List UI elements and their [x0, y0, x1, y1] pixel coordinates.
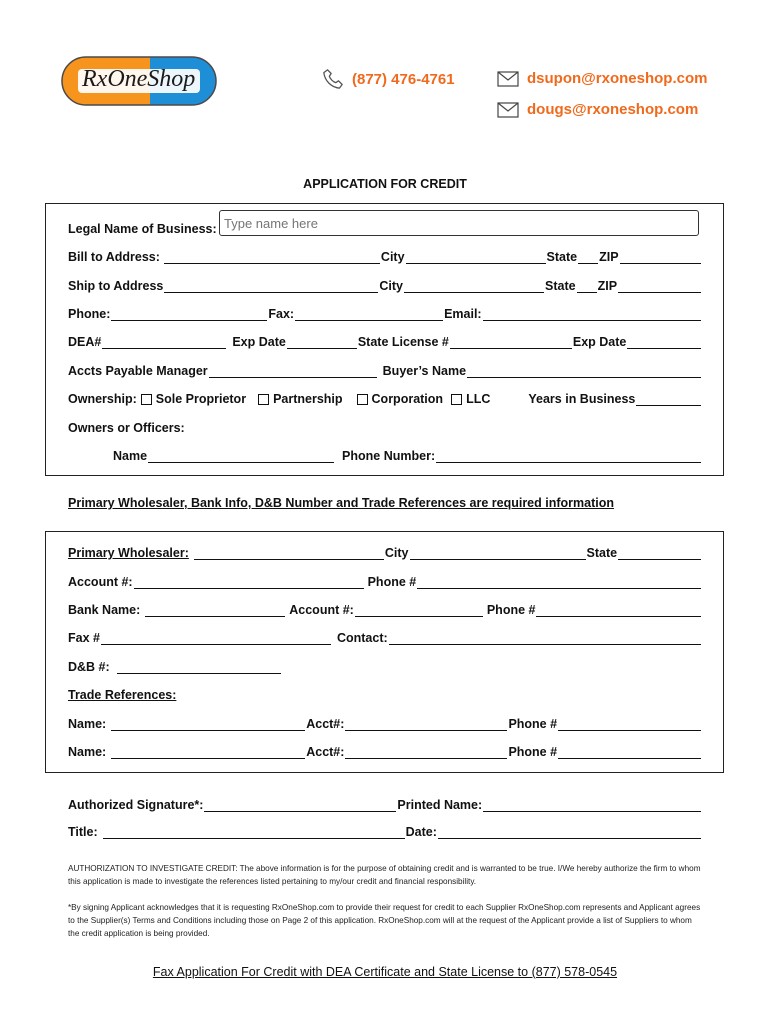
wholesaler-phone-label: Phone #: [367, 575, 417, 589]
ref1-phone-label: Phone #: [508, 717, 558, 731]
fax-instructions-footer: Fax Application For Credit with DEA Certificate and State License to (877) 578-0545: [152, 965, 618, 979]
bank-fax-row: [68, 631, 702, 645]
ref2-phone-field[interactable]: [558, 745, 701, 759]
accts-payable-label: Accts Payable Manager: [68, 364, 208, 378]
fax-label: Fax:: [268, 307, 295, 321]
logo-text: RxOneShop: [82, 66, 196, 92]
account-label: Account #:: [68, 575, 133, 589]
accounts-row: [68, 364, 702, 378]
legal-name-label: Legal Name of Business:: [68, 222, 217, 236]
fax-field[interactable]: [295, 307, 443, 321]
ref1-name-field[interactable]: [111, 717, 305, 731]
ship-zip-field[interactable]: [618, 279, 701, 293]
buyers-name-field[interactable]: [467, 364, 701, 378]
bank-phone-label: Phone #: [486, 603, 536, 617]
wholesaler-row: [68, 546, 702, 560]
license-exp-label: Exp Date: [572, 335, 627, 349]
ship-state-field[interactable]: [577, 279, 597, 293]
bank-account-field[interactable]: [355, 603, 483, 617]
trade-references-label: Trade References:: [68, 688, 177, 702]
date-label: Date:: [405, 825, 437, 839]
bill-zip-label: ZIP: [599, 250, 619, 264]
authorized-signature-field[interactable]: [204, 798, 396, 812]
ref2-phone-label: Phone #: [508, 745, 558, 759]
buyers-name-label: Buyer’s Name: [382, 364, 467, 378]
bill-zip-field[interactable]: [620, 250, 701, 264]
ref1-acct-field[interactable]: [345, 717, 507, 731]
owners-officers-label: Owners or Officers:: [68, 421, 185, 435]
dnb-label: D&B #:: [68, 660, 110, 674]
wholesaler-city-field[interactable]: [410, 546, 586, 560]
llc-label: LLC: [466, 392, 491, 406]
ref2-name-label: Name:: [68, 745, 107, 759]
wholesaler-field[interactable]: [194, 546, 384, 560]
primary-wholesaler-label: Primary Wholesaler:: [68, 546, 189, 560]
bank-fax-field[interactable]: [101, 631, 331, 645]
bank-contact-label: Contact:: [336, 631, 388, 645]
title-date-row: [68, 825, 702, 839]
years-in-business-field[interactable]: [636, 392, 701, 406]
bank-name-label: Bank Name:: [68, 603, 141, 617]
envelope-icon: [497, 71, 519, 87]
sole-proprietor-label: Sole Proprietor: [155, 392, 247, 406]
wholesaler-state-label: State: [586, 546, 618, 560]
bank-name-field[interactable]: [145, 603, 285, 617]
owner-name-field[interactable]: [148, 449, 334, 463]
bill-to-field[interactable]: [164, 250, 380, 264]
email-contact-2[interactable]: [497, 101, 698, 118]
required-info-note: Primary Wholesaler, Bank Info, D&B Number and Trade References are required information: [68, 496, 614, 510]
ownership-label: Ownership:: [68, 392, 137, 406]
years-in-business-label: Years in Business: [528, 392, 636, 406]
partnership-checkbox[interactable]: [258, 394, 269, 405]
owners-row: [68, 421, 702, 435]
bill-city-label: City: [380, 250, 405, 264]
authorization-disclaimer: AUTHORIZATION TO INVESTIGATE CREDIT: The above information is for the purpose of obtaining credit and is warranted to be true. I/We hereby authorize the firm to whom this application is made to investigate the references listed pertaining to my/our credit and financial responsibility.: [68, 864, 701, 886]
ref2-name-field[interactable]: [111, 745, 305, 759]
email-contact-1[interactable]: [497, 70, 707, 87]
trade-ref-1-row: [68, 717, 702, 731]
phone-label: Phone:: [68, 307, 111, 321]
phone-field[interactable]: [111, 307, 267, 321]
corporation-label: Corporation: [371, 392, 444, 406]
wholesaler-city-label: City: [384, 546, 409, 560]
signature-row: [68, 798, 702, 812]
wholesaler-account-row: [68, 575, 702, 589]
bill-to-row: [68, 250, 702, 264]
trade-references-row: [68, 688, 702, 702]
trade-ref-2-row: [68, 745, 702, 759]
bank-row: [68, 603, 702, 617]
ref1-phone-field[interactable]: [558, 717, 701, 731]
bank-contact-field[interactable]: [389, 631, 701, 645]
printed-name-field[interactable]: [483, 798, 701, 812]
ship-to-field[interactable]: [164, 279, 378, 293]
phone-fax-email-row: [68, 307, 702, 321]
form-title: APPLICATION FOR CREDIT: [303, 177, 467, 191]
ship-to-label: Ship to Address: [68, 279, 164, 293]
license-exp-field[interactable]: [627, 335, 701, 349]
phone-icon: [322, 68, 344, 90]
wholesaler-state-field[interactable]: [618, 546, 701, 560]
bill-state-label: State: [546, 250, 578, 264]
ownership-row: [68, 392, 702, 406]
bill-state-field[interactable]: [578, 250, 598, 264]
dea-row: [68, 335, 702, 349]
envelope-icon: [497, 102, 519, 118]
ref2-acct-field[interactable]: [345, 745, 507, 759]
corporation-checkbox[interactable]: [357, 394, 368, 405]
owner-name-label: Name: [113, 449, 148, 463]
rxoneshop-logo: [60, 54, 218, 108]
email-link-1[interactable]: dsupon@rxoneshop.com: [527, 70, 708, 87]
state-license-field[interactable]: [450, 335, 572, 349]
date-field[interactable]: [438, 825, 701, 839]
ref1-name-label: Name:: [68, 717, 107, 731]
bill-city-field[interactable]: [406, 250, 546, 264]
account-field[interactable]: [134, 575, 364, 589]
ship-city-field[interactable]: [404, 279, 544, 293]
ref2-acct-label: Acct#:: [306, 745, 345, 759]
legal-name-input[interactable]: [219, 210, 699, 236]
dnb-row: [68, 660, 702, 674]
ship-city-label: City: [379, 279, 404, 293]
bank-phone-field[interactable]: [536, 603, 701, 617]
phone-number: (877) 476-4761: [352, 70, 455, 88]
state-license-label: State License #: [357, 335, 449, 349]
dea-exp-field[interactable]: [287, 335, 357, 349]
owner-phone-field[interactable]: [436, 449, 701, 463]
email-link-2[interactable]: dougs@rxoneshop.com: [527, 101, 699, 118]
owner-name-row: [113, 449, 702, 463]
llc-checkbox[interactable]: [451, 394, 462, 405]
email-field[interactable]: [483, 307, 701, 321]
partnership-label: Partnership: [273, 392, 343, 406]
sole-proprietor-checkbox[interactable]: [141, 394, 152, 405]
owner-phone-label: Phone Number:: [342, 449, 436, 463]
ship-zip-label: ZIP: [597, 279, 618, 293]
printed-name-label: Printed Name:: [397, 798, 483, 812]
signing-disclaimer: *By signing Applicant acknowledges that it is requesting RxOneShop.com to provide their request for credit to each Supplier RxOneShop.com represents and Applicant agrees to the Supplier(s) Terms and Conditions including those on Page 2 of this application. RxOneShop.com will at the request of the Applicant provide a list of Suppliers to whom the credit application is being provided.: [68, 903, 701, 938]
title-field[interactable]: [103, 825, 405, 839]
phone-contact: [322, 68, 455, 90]
wholesaler-phone-field[interactable]: [417, 575, 701, 589]
bank-fax-label: Fax #: [68, 631, 100, 645]
title-label: Title:: [68, 825, 98, 839]
email-label: Email:: [444, 307, 482, 321]
accts-payable-field[interactable]: [209, 364, 377, 378]
dea-label: DEA#: [68, 335, 102, 349]
ref1-acct-label: Acct#:: [306, 717, 345, 731]
dnb-field[interactable]: [117, 660, 281, 674]
bank-account-label: Account #:: [289, 603, 354, 617]
references-section: [45, 531, 724, 773]
dea-exp-label: Exp Date: [232, 335, 286, 349]
ship-to-row: [68, 279, 702, 293]
ship-state-label: State: [545, 279, 576, 293]
authorized-signature-label: Authorized Signature*:: [68, 798, 204, 812]
bill-to-label: Bill to Address:: [68, 250, 160, 264]
dea-field[interactable]: [102, 335, 226, 349]
